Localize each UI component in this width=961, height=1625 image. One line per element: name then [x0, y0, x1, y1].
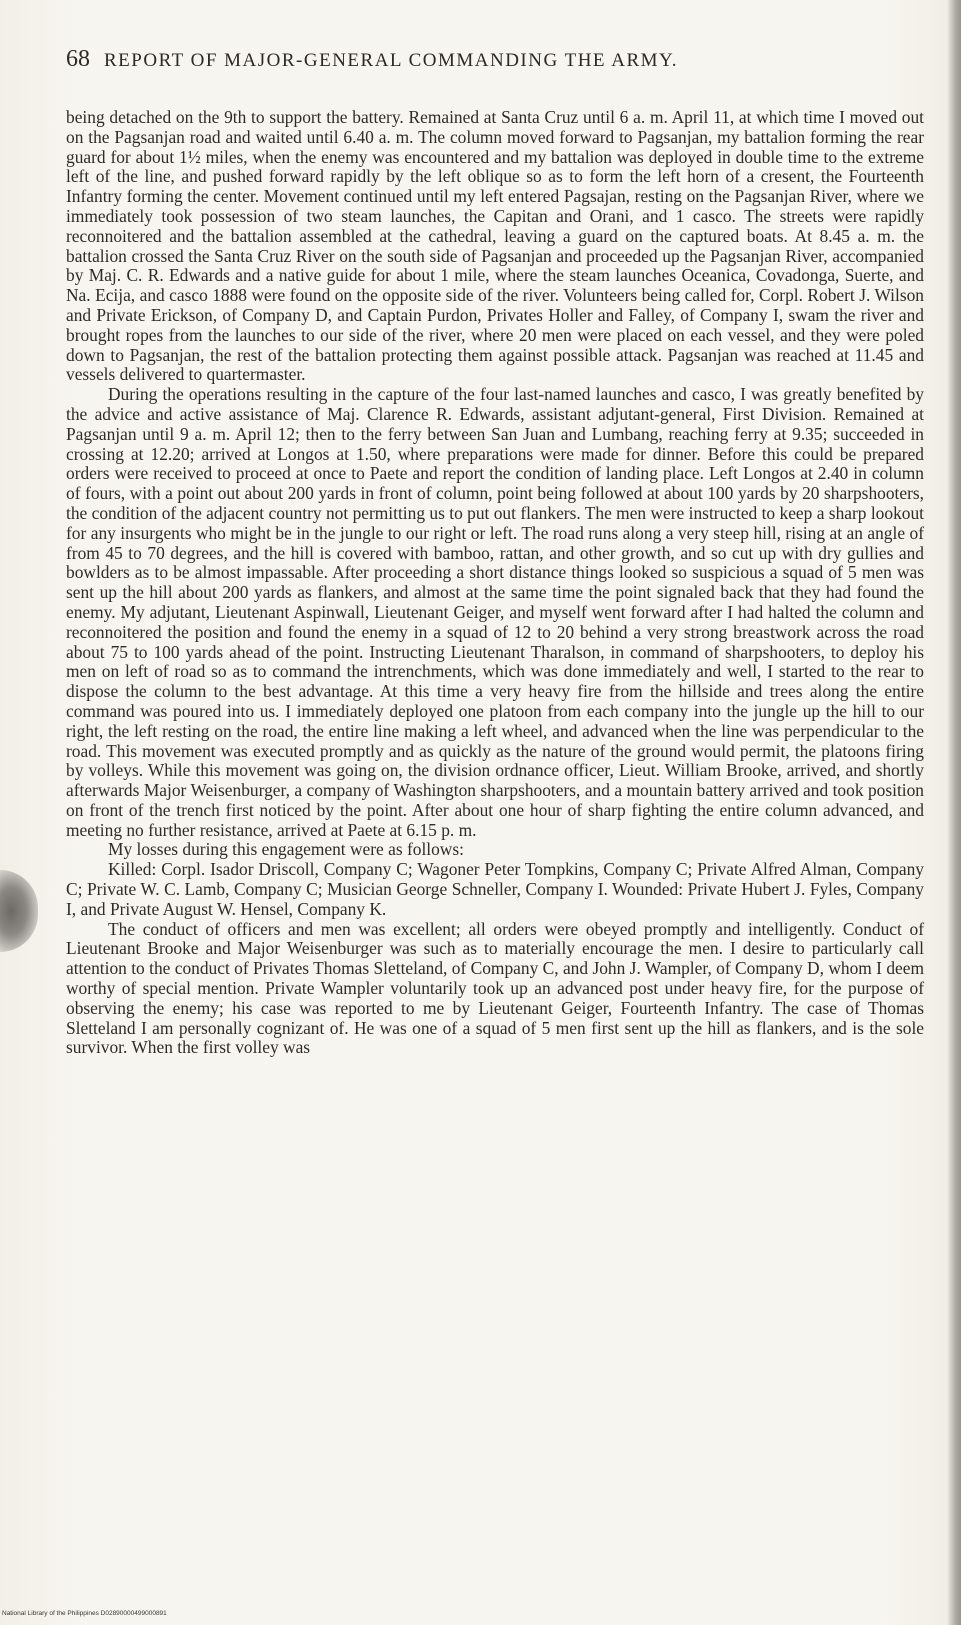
paragraph-casualty-list: Killed: Corpl. Isador Driscoll, Company C; Wagoner Peter Tompkins, Company C; Private Alfred Alman, Company C; Private W. C. Lamb, Company C; Musician George Schneller, Company I. Wounded: Private Hubert J. Fyles, Company I, and Private August W. Hensel, Company K. [66, 859, 924, 919]
report-body [66, 108, 924, 1058]
paragraph-conduct: The conduct of officers and men was excellent; all orders were obeyed promptly and intelligently. Conduct of Lieutenant Brooke and Major Weisenburger was such as to materially encourage the men. I desire to particularly call attention to the conduct of Privates Thomas Sletteland, of Company C, and John J. Wampler, of Company D, whom I deem worthy of special mention. Private Wampler voluntarily took up an advanced post under heavy fire, for the purpose of observing the enemy; his case was reported to me by Lieutenant Geiger, Fourteenth Infantry. The case of Thomas Sletteland I am personally cognizant of. He was one of a squad of 5 men first sent up the hill as flankers, and is the sole survivor. When the first volley was [66, 918, 924, 1058]
scan-imprint: National Library of the Philippines D02890000499000891 [2, 1610, 167, 1617]
page-number: 68 [66, 46, 90, 72]
running-header [66, 46, 846, 80]
paragraph-operations: During the operations resulting in the capture of the four last-named launches and casco, I was greatly benefited by the advice and active assistance of Maj. Clarence R. Edwards, assistant adjutant-general, First Division. Remained at Pagsanjan until 9 a. m. April 12; then to the ferry between San Juan and Lumbang, reaching ferry at 9.35; succeeded in crossing at 12.20; arrived at Longos at 1.50, where preparations were made for dinner. Before this could be prepared orders were received to proceed at once to Paete and report the condition of landing place. Left Longos at 2.40 in column of fours, with a point out about 200 yards in front of column, point being followed at about 100 yards by 20 sharpshooters, the condition of the adjacent country not permitting us to put out flankers. The men were instructed to keep a sharp lookout for any insurgents who might be in the jungle to our right or left. The road runs along a very steep hill, rising at an angle of from 45 to 70 degrees, and the hill is covered with bamboo, rattan, and other growth, and so cut up with dry gullies and bowlders as to be almost impassable. After proceeding a short distance things looked so suspicious a squad of 5 men was sent up the hill about 200 yards as flankers, and almost at the same time the point signaled back that they had found the enemy. My adjutant, Lieutenant Aspinwall, Lieutenant Geiger, and myself went forward after I had halted the column and reconnoitered the position and found the enemy in a squad of 12 to 20 behind a very strong breastwork across the road about 75 to 100 yards ahead of the point. Instructing Lieutenant Tharalson, in command of sharpshooters, to deploy his men on left of road so as to command the intrenchments, which was done immediately and well, I started to the rear to dispose the column to the best advantage. At this time a very heavy fire from the hillside and trees along the entire command was poured into us. I immediately deployed one platoon from each company into the jungle up the hill to our right, the left resting on the road, the entire line making a left wheel, and advanced when the line was perpendicular to the road. This movement was executed promptly and as quickly as the nature of the ground would permit, the platoons firing by volleys. While this movement was going on, the division ordnance officer, Lieut. William Brooke, arrived, and shortly afterwards Major Weisenburger, a company of Washington sharpshooters, and a mountain battery arrived and took position on front of the trench first noticed by the point. After about one hour of sharp fighting the entire column advanced, and meeting no further resistance, arrived at Paete at 6.15 p. m. [66, 384, 924, 840]
scan-thumb-shadow [0, 870, 38, 952]
running-title: REPORT OF MAJOR-GENERAL COMMANDING THE ARMY. [104, 50, 679, 71]
paragraph-continuation: being detached on the 9th to support the battery. Remained at Santa Cruz until 6 a. m. April 11, at which time I moved out on the Pagsanjan road and waited until 6.40 a. m. The column moved forward to Pagsanjan, my battalion forming the rear guard for about 1½ miles, when the enemy was encountered and my battalion was deployed in double time to the extreme left of the line, and pushed forward rapidly by the left oblique so as to form the left horn of a cresent, the Fourteenth Infantry forming the center. Movement continued until my left entered Pagsajan, resting on the Pagsanjan River, where we immediately took possession of two steam launches, the Capitan and Orani, and 1 casco. The streets were rapidly reconnoitered and the battalion assembled at the cathedral, leaving a guard on the captured boats. At 8.45 a. m. the battalion crossed the Santa Cruz River on the south side of Pagsanjan and proceeded up the Pagsanjan River, accompanied by Maj. C. R. Edwards and a native guide for about 1 mile, where the steam launches Oceanica, Covadonga, Suerte, and Na. Ecija, and casco 1888 were found on the opposite side of the river. Volunteers being called for, Corpl. Robert J. Wilson and Private Erickson, of Company D, and Captain Purdon, Privates Holler and Falley, of Company I, swam the river and brought ropes from the launches to our side of the river, where 20 men were placed on each vessel, and they were poled down to Pagsanjan, the rest of the battalion protecting them against possible attack. Pagsanjan was reached at 11.45 and vessels delivered to quartermaster. [66, 107, 924, 385]
paragraph-losses-intro: My losses during this engagement were as follows: [108, 839, 464, 860]
page-edge-shadow [947, 0, 961, 1625]
